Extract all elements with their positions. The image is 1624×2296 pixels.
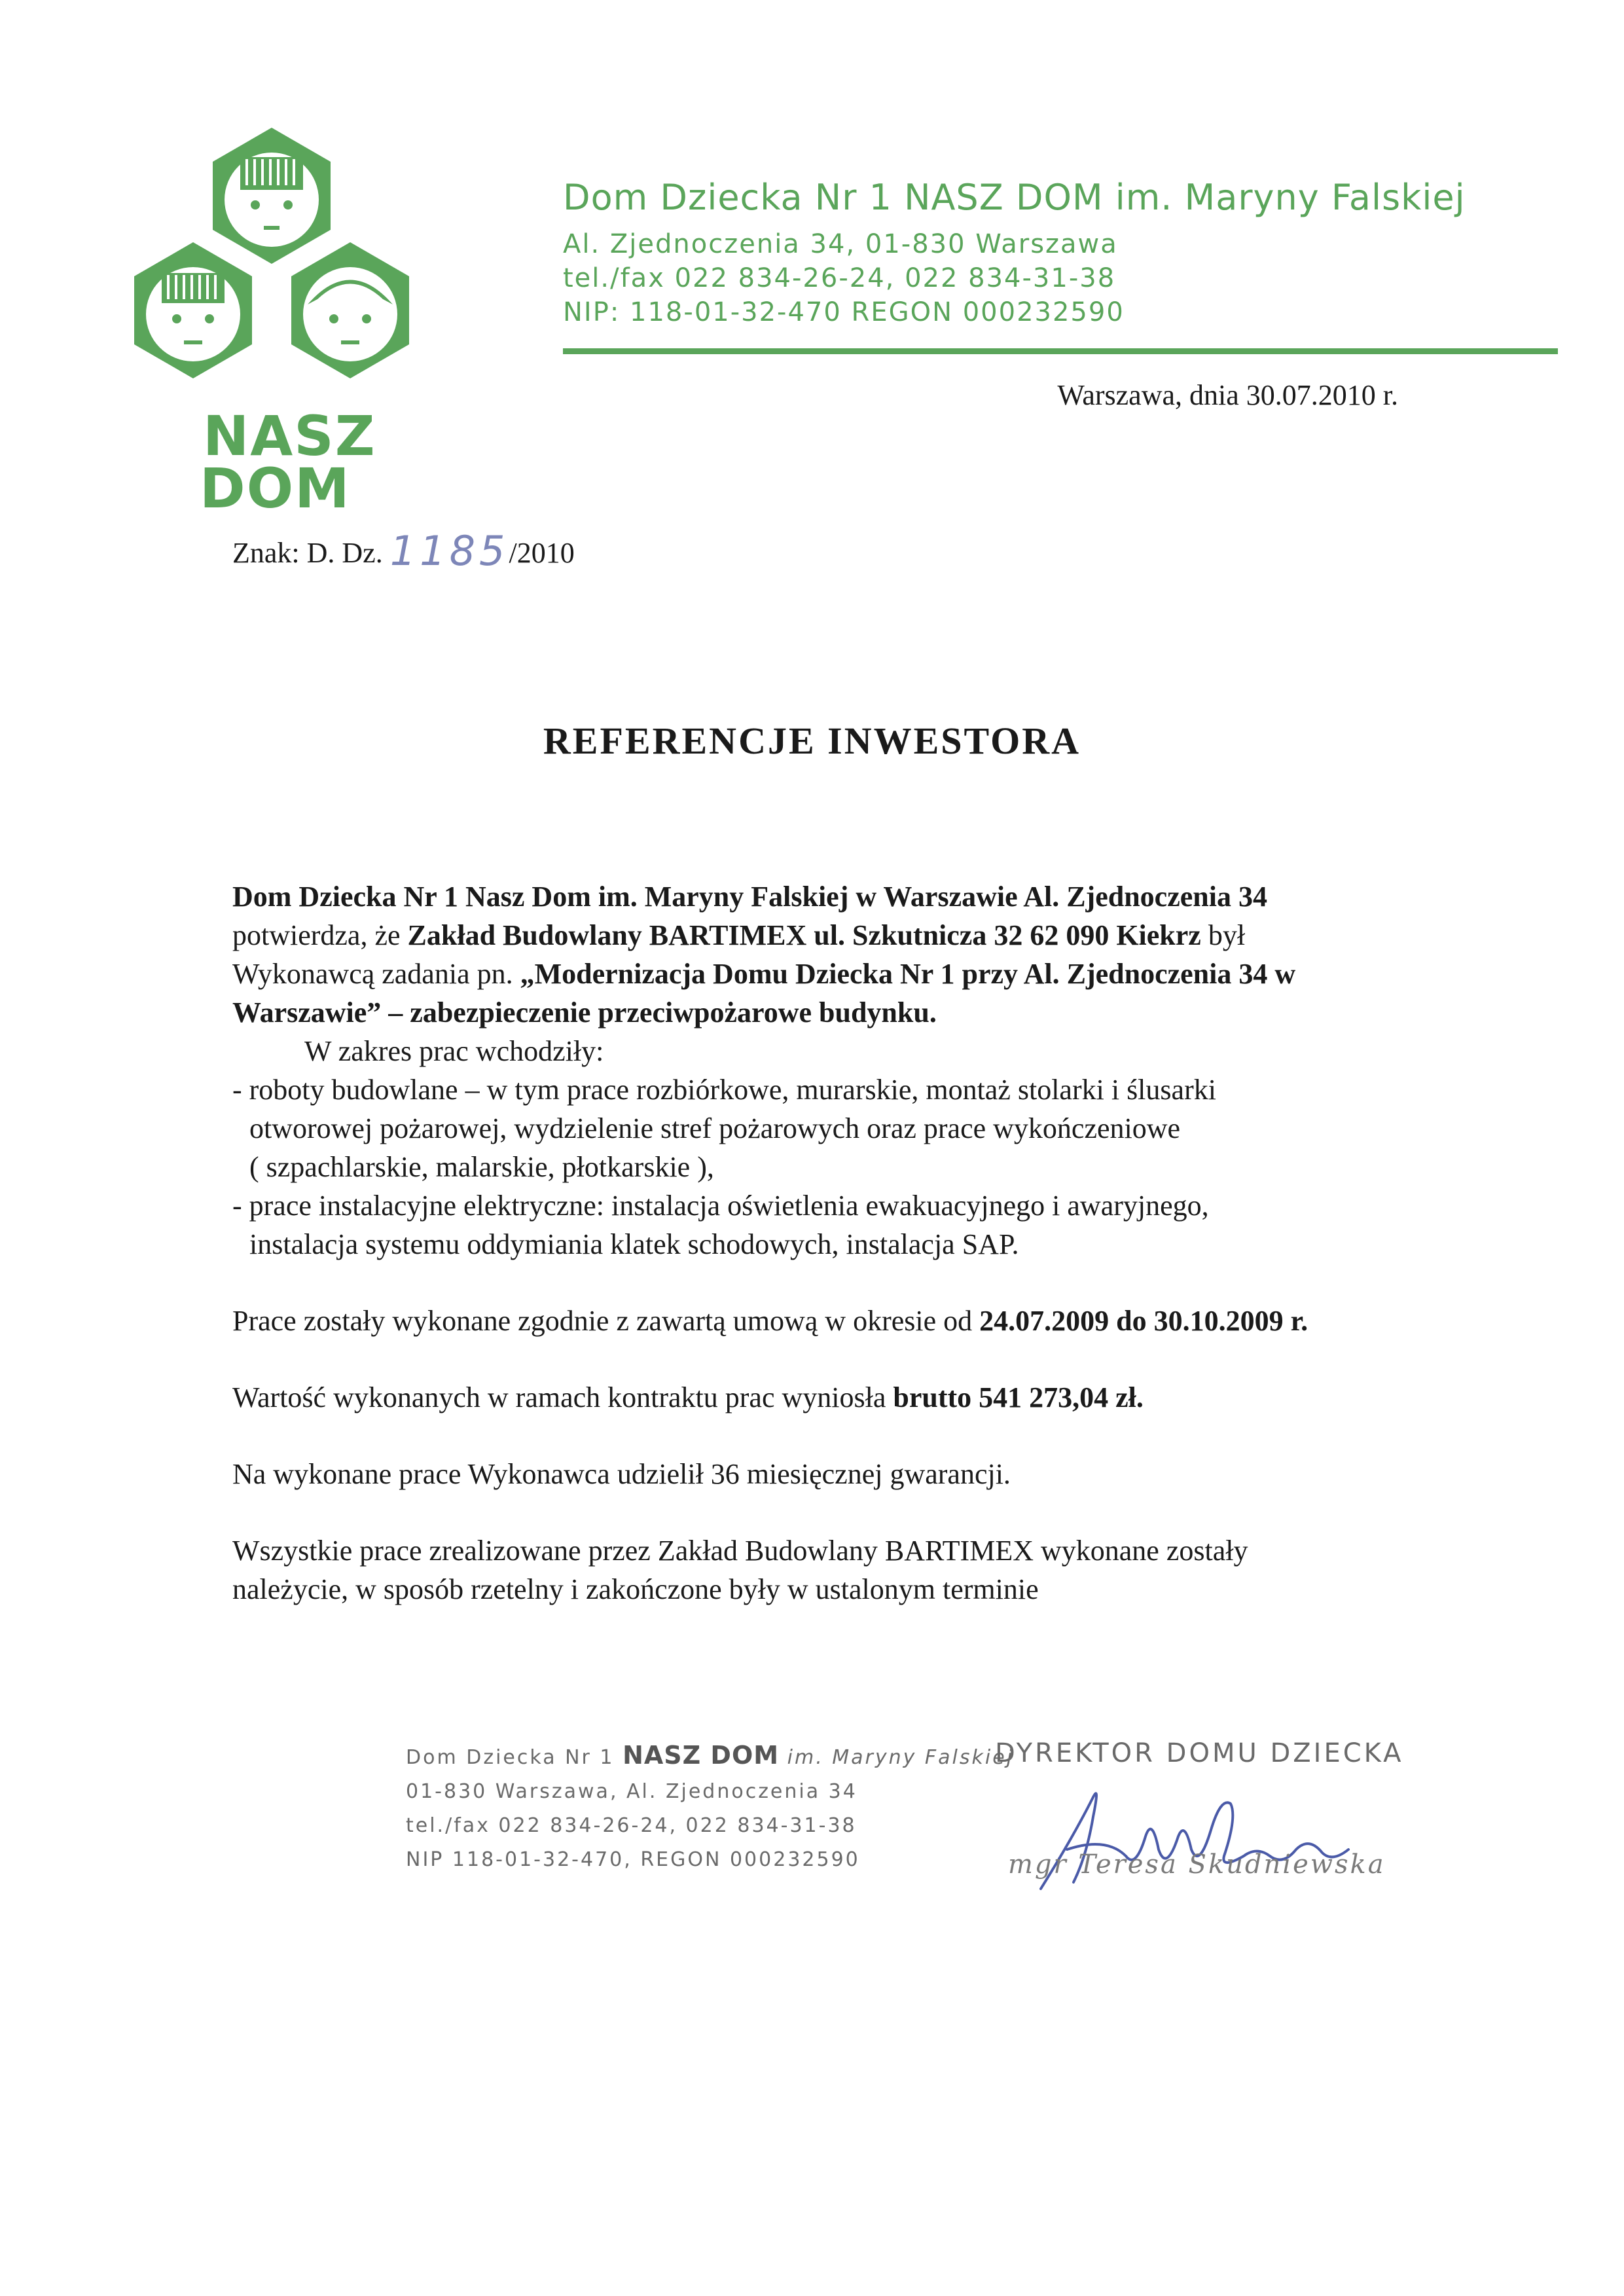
period-dates: 24.07.2009 do 30.10.2009 r.	[979, 1305, 1308, 1337]
stamp-text-italic: im. Maryny Falskiej	[779, 1746, 1015, 1769]
scope-line: ( szpachlarskie, malarskie, płotkarskie ),	[249, 1151, 714, 1183]
scope-item-construction	[232, 1070, 1476, 1186]
document-title: REFERENCJE INWESTORA	[543, 720, 1081, 762]
document-body	[232, 877, 1476, 1609]
date-line: Warszawa, dnia 30.07.2010 r.	[1057, 379, 1398, 411]
scope-intro: W zakres prac wchodziły:	[304, 1035, 604, 1067]
letterhead-ids: NIP: 118-01-32-470 REGON 000232590	[563, 297, 1125, 327]
stamp-line-1	[406, 1738, 1014, 1775]
scope-line: - roboty budowlane – w tym prace rozbiórkowe, murarskie, montaż stolarki i ślusarki	[232, 1074, 1216, 1106]
stamp-text-bold: NASZ DOM	[623, 1741, 780, 1770]
director-title: DYREKTOR DOMU DZIECKA	[995, 1738, 1404, 1768]
intro-text: Wykonawcą zadania pn.	[232, 958, 520, 990]
stamp-text: Dom Dziecka Nr 1	[406, 1746, 623, 1769]
director-stamp	[995, 1738, 1404, 1880]
closing-line: Wszystkie prace zrealizowane przez Zakład Budowlany BARTIMEX wykonane zostały	[232, 1535, 1248, 1567]
letterhead-address: Al. Zjednoczenia 34, 01-830 Warszawa	[563, 229, 1118, 259]
closing-line: należycie, w sposób rzetelny i zakończone były w ustalonym terminie	[232, 1573, 1039, 1605]
logo-text-nasz: NASZ	[203, 404, 376, 468]
letterhead-org-name: Dom Dziecka Nr 1 NASZ DOM im. Maryny Falskiej	[563, 177, 1466, 218]
value-text: Wartość wykonanych w ramach kontraktu prac wyniosła	[232, 1381, 893, 1413]
project-name: „Modernizacja Domu Dziecka Nr 1 przy Al. Zjednoczenia 34 w	[520, 958, 1296, 990]
reference-handwritten-number: 1185	[389, 527, 509, 575]
letterhead-divider	[563, 348, 1558, 354]
logo-text-dom: DOM	[200, 456, 351, 514]
stamp-line-3: tel./fax 022 834-26-24, 022 834-31-38	[406, 1814, 857, 1837]
nasz-dom-logo	[128, 128, 416, 514]
investor-name: Dom Dziecka Nr 1 Nasz Dom im. Maryny Falskiej w Warszawie Al. Zjednoczenia 34	[232, 881, 1267, 913]
reference-number	[232, 527, 575, 575]
scope-line: - prace instalacyjne elektryczne: instalacja oświetlenia ewakuacyjnego i awaryjnego,	[232, 1190, 1209, 1222]
paragraph-value	[232, 1378, 1476, 1417]
contract-value: brutto 541 273,04 zł.	[893, 1381, 1144, 1413]
stamp-line-4: NIP 118-01-32-470, REGON 000232590	[406, 1848, 860, 1871]
paragraph-intro	[232, 877, 1476, 1032]
institution-stamp	[406, 1738, 1014, 1877]
paragraph-period	[232, 1302, 1476, 1340]
handwritten-signature	[995, 1758, 1375, 1902]
period-text: Prace zostały wykonane zgodnie z zawartą umową w okresie od	[232, 1305, 980, 1337]
paragraph-closing	[232, 1531, 1476, 1609]
reference-year: /2010	[509, 537, 575, 569]
contractor-name: Zakład Budowlany BARTIMEX ul. Szkutnicza 32 62 090 Kiekrz	[407, 919, 1201, 951]
project-name-cont: Warszawie” – zabezpieczenie przeciwpożarowe budynku.	[232, 996, 937, 1029]
letterhead-phone: tel./fax 022 834-26-24, 022 834-31-38	[563, 263, 1116, 293]
intro-text: potwierdza, że	[232, 919, 408, 951]
director-name: mgr Teresa Skudniewska	[1008, 1850, 1386, 1880]
scope-line: otworowej pożarowej, wydzielenie stref pożarowych oraz prace wykończeniowe	[249, 1112, 1181, 1144]
scope-item-electrical	[232, 1186, 1476, 1264]
intro-text: był	[1200, 919, 1246, 951]
scope-line: instalacja systemu oddymiania klatek schodowych, instalacja SAP.	[249, 1228, 1019, 1260]
paragraph-warranty: Na wykonane prace Wykonawca udzielił 36 miesięcznej gwarancji.	[232, 1458, 1011, 1490]
stamp-line-2: 01-830 Warszawa, Al. Zjednoczenia 34	[406, 1780, 857, 1803]
reference-label: Znak: D. Dz.	[232, 537, 383, 569]
